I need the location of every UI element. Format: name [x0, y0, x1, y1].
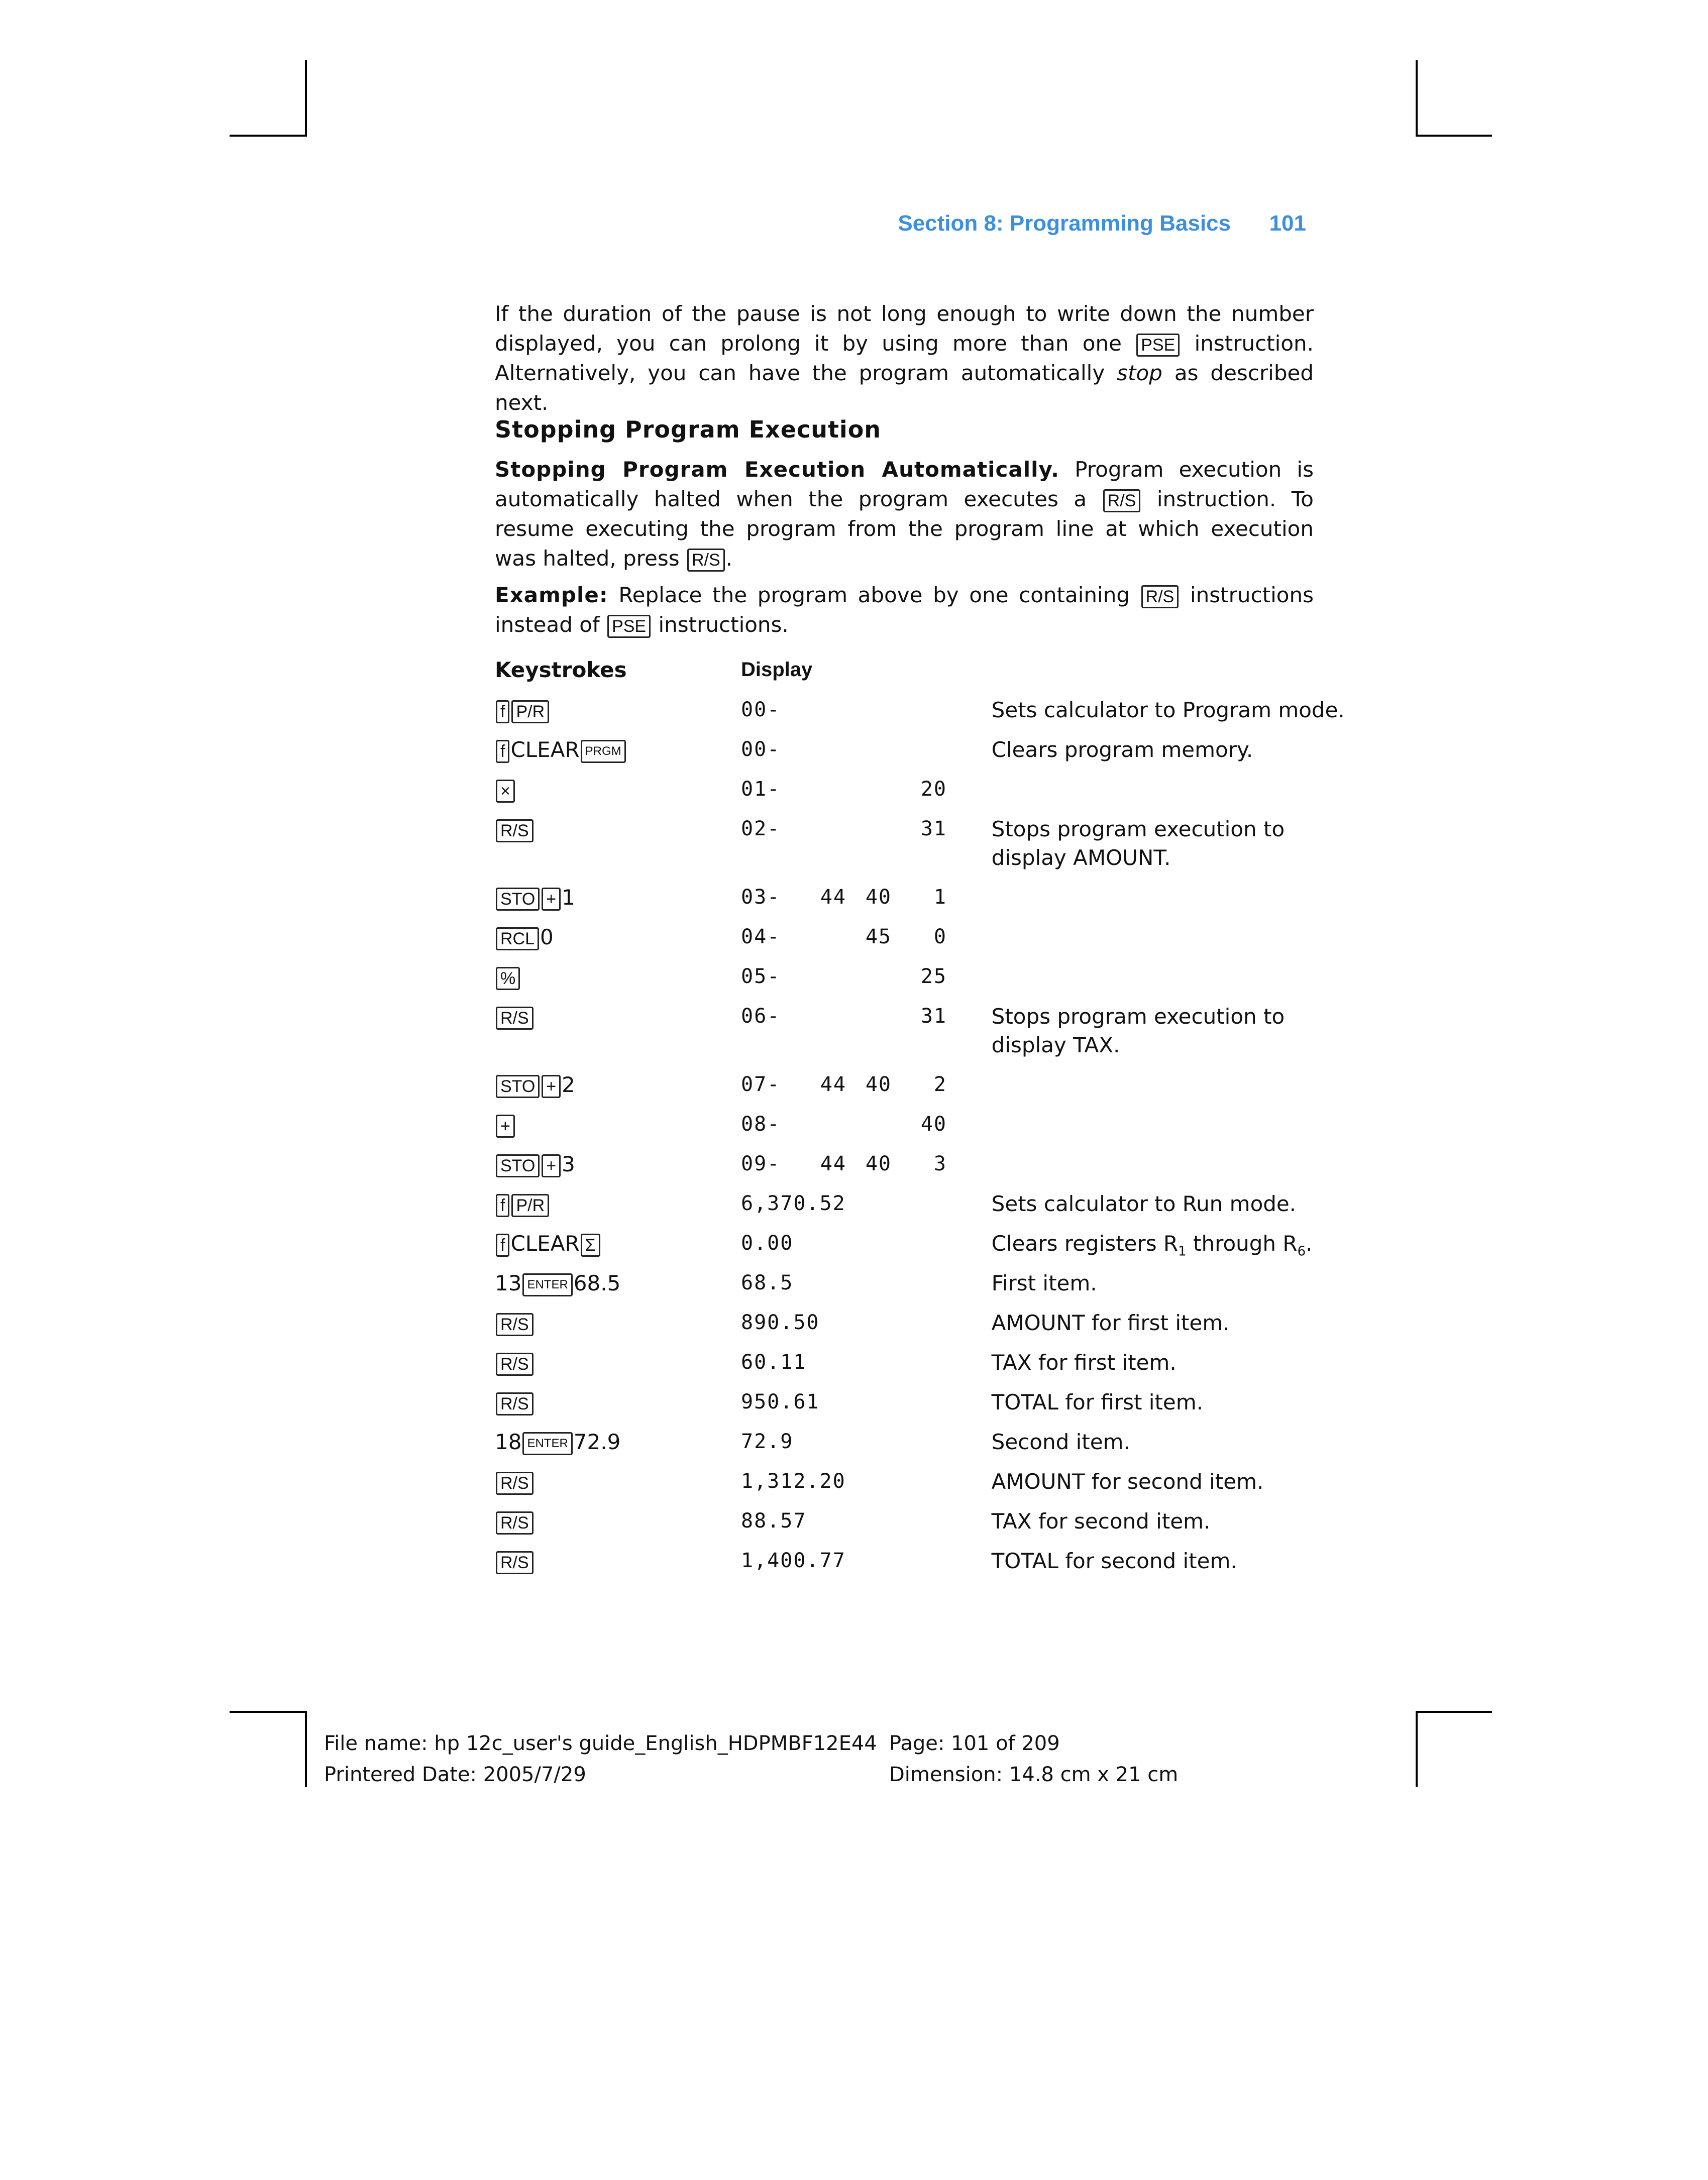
display-value: [793, 1229, 828, 1258]
display-value: [793, 1269, 828, 1297]
keystroke-cell: [495, 962, 741, 1002]
intro-paragraph: [495, 299, 1314, 417]
keystroke-cell: [495, 883, 741, 923]
display-header: Display: [741, 659, 813, 681]
description-cell: First item.: [991, 1271, 1097, 1295]
display-value: [820, 1309, 855, 1337]
run-stop-key-icon: R/S: [1103, 489, 1141, 512]
display-value: [820, 1388, 855, 1416]
display-value: 950.61: [741, 1390, 820, 1413]
description-cell: [982, 923, 1358, 962]
auto-stop-paragraph: [495, 455, 1314, 573]
pse-key-icon: PSE: [1136, 334, 1180, 357]
display-value: 00-: [741, 738, 781, 761]
display-value: 88.57: [741, 1509, 807, 1533]
keystroke-cell: [495, 735, 741, 775]
display-cell: [741, 1388, 982, 1428]
display-value: [887, 1507, 942, 1536]
calculator-key-icon: RCL: [496, 927, 539, 950]
display-value: 09-: [741, 1152, 781, 1175]
display-value: 01-: [741, 778, 781, 801]
display-value: [806, 1507, 841, 1536]
description-cell: AMOUNT for second item.: [991, 1469, 1264, 1494]
table-row: [495, 1002, 1358, 1070]
crop-mark-top-left-h: [230, 135, 307, 137]
section-title-header: Section 8: Programming Basics: [898, 211, 1231, 236]
table-row: [495, 1269, 1358, 1309]
keystroke-cell: [495, 1229, 741, 1269]
description-cell: [982, 883, 1358, 923]
keystroke-text: 3: [562, 1152, 575, 1176]
display-value: [828, 1428, 874, 1456]
display-value: 1: [933, 886, 947, 909]
display-value: [841, 1507, 887, 1536]
footer-left: [324, 1728, 877, 1790]
display-value: [874, 1269, 929, 1297]
table-row: [495, 815, 1358, 883]
footer-printed-date: Printered Date: 2005/7/29: [324, 1763, 586, 1786]
table-row: [495, 1150, 1358, 1189]
display-value: [780, 696, 815, 724]
crop-mark-top-right-v: [1416, 60, 1418, 137]
intro-text-1: If the duration of the pause is not long enough to write down the number displayed, you can prolong it by using more than one: [495, 301, 1314, 356]
display-cell: [741, 1467, 982, 1507]
display-value: [846, 1110, 892, 1139]
pse-key-icon: PSE: [607, 615, 651, 638]
description-cell: Sets calculator to Run mode.: [991, 1191, 1297, 1216]
display-value: [846, 1189, 881, 1218]
table-row: [495, 1388, 1358, 1428]
display-cell: [741, 962, 982, 1002]
calculator-key-icon: R/S: [496, 819, 533, 842]
display-cell: [741, 1070, 982, 1110]
display-value: 25: [920, 965, 947, 988]
display-value: 07-: [741, 1073, 781, 1096]
description-cell: [982, 775, 1358, 815]
display-value: [887, 1348, 942, 1377]
display-value: 1,400.77: [741, 1549, 846, 1572]
display-value: [926, 1189, 982, 1218]
display-value: [828, 1229, 874, 1258]
intro-emphasis: stop: [1117, 361, 1162, 385]
table-row: [495, 1547, 1358, 1586]
run-stop-key-icon: R/S: [687, 549, 725, 572]
keystroke-number: 18: [495, 1430, 522, 1454]
display-cell: [741, 1189, 982, 1229]
table-row: [495, 1428, 1358, 1467]
display-value: [874, 1229, 929, 1258]
display-value: [846, 815, 892, 843]
display-value: [811, 1110, 846, 1139]
example-paragraph: [495, 580, 1314, 639]
display-value: 40: [865, 886, 892, 909]
display-value: 44: [820, 1152, 846, 1175]
calculator-key-icon: Σ: [581, 1234, 600, 1257]
display-value: [881, 1547, 926, 1575]
display-value: [881, 1467, 926, 1496]
description-cell: TOTAL for first item.: [991, 1390, 1204, 1414]
display-value: 04-: [741, 925, 781, 948]
intro-text-3: as described next.: [495, 361, 1314, 415]
display-value: [828, 1269, 874, 1297]
display-value: 00-: [741, 698, 781, 721]
auto-stop-lead: Stopping Program Execution Automatically.: [495, 457, 1059, 482]
calculator-key-icon: f: [496, 740, 509, 763]
calculator-key-icon: R/S: [496, 1353, 533, 1376]
calculator-key-icon: f: [496, 1194, 509, 1217]
table-row: [495, 962, 1358, 1002]
keystroke-cell: [495, 696, 741, 735]
calculator-key-icon: +: [542, 888, 561, 911]
display-value: [846, 1467, 881, 1496]
table-row: [495, 1229, 1358, 1269]
display-value: 40: [865, 1152, 892, 1175]
keystroke-cell: [495, 1467, 741, 1507]
display-value: [815, 696, 861, 724]
table-row: [495, 1070, 1358, 1110]
description-cell: TAX for first item.: [991, 1350, 1177, 1375]
display-value: [861, 696, 916, 724]
calculator-key-icon: P/R: [511, 700, 549, 723]
calculator-key-icon: +: [542, 1154, 561, 1177]
description-cell: Stops program execution to display TAX.: [991, 1004, 1285, 1057]
keystroke-number: 13: [495, 1271, 522, 1295]
display-value: [926, 1467, 982, 1496]
description-cell: [982, 1150, 1358, 1189]
keystroke-text: 72.9: [573, 1430, 621, 1454]
crop-mark-top-right-h: [1416, 135, 1492, 137]
display-value: 40: [920, 1113, 947, 1136]
intro-text-2: instruction. Alternatively, you can have the program automatically: [495, 331, 1314, 385]
calculator-key-icon: f: [496, 1234, 509, 1257]
keystroke-text: CLEAR: [510, 1231, 580, 1256]
display-value: [846, 1547, 881, 1575]
display-value: 6,370.52: [741, 1192, 846, 1215]
keystroke-text: 68.5: [573, 1271, 621, 1295]
display-value: 05-: [741, 965, 781, 988]
display-value: 45: [865, 925, 892, 948]
calculator-key-icon: R/S: [496, 1511, 533, 1535]
display-value: [793, 1428, 828, 1456]
calculator-key-icon: f: [496, 700, 509, 723]
table-row: [495, 1348, 1358, 1388]
keystroke-cell: [495, 1428, 741, 1467]
display-cell: [741, 1309, 982, 1348]
keystroke-cell: [495, 1189, 741, 1229]
display-value: 06-: [741, 1005, 781, 1028]
description-cell: TOTAL for second item.: [991, 1549, 1237, 1573]
description-cell: [982, 1110, 1358, 1150]
calculator-key-icon: STO: [496, 1154, 540, 1177]
keystroke-cell: [495, 1388, 741, 1428]
calculator-key-icon: R/S: [496, 1551, 533, 1574]
auto-stop-text-3: .: [725, 546, 733, 571]
keystroke-cell: [495, 923, 741, 962]
calculator-key-icon: %: [496, 967, 520, 990]
display-value: 0.00: [741, 1232, 794, 1255]
display-cell: [741, 1269, 982, 1309]
table-row: [495, 923, 1358, 962]
calculator-key-icon: R/S: [496, 1392, 533, 1415]
description-cell: Sets calculator to Program mode.: [991, 698, 1345, 722]
page-number: 101: [1269, 211, 1306, 236]
example-lead: Example:: [495, 583, 608, 607]
example-text-1: Replace the program above by one containing: [618, 583, 1130, 607]
display-value: 60.11: [741, 1351, 807, 1374]
display-value: [846, 1002, 892, 1031]
display-value: 03-: [741, 886, 781, 909]
calculator-key-icon: R/S: [496, 1007, 533, 1030]
display-cell: [741, 1110, 982, 1150]
keystroke-cell: [495, 1150, 741, 1189]
display-value: [855, 1388, 900, 1416]
display-value: [846, 775, 892, 804]
display-cell: [741, 735, 982, 775]
footer-right: [889, 1728, 1178, 1790]
example-text-3: instructions.: [658, 612, 789, 637]
display-value: 1,312.20: [741, 1470, 846, 1493]
table-row: [495, 775, 1358, 815]
display-value: 31: [920, 817, 947, 840]
calculator-key-icon: P/R: [511, 1194, 549, 1217]
display-value: 44: [820, 886, 846, 909]
display-value: [881, 1189, 926, 1218]
table-row: [495, 1189, 1358, 1229]
display-value: [811, 923, 846, 951]
footer-file-name: File name: hp 12c_user's guide_English_HDPMBF12E44: [324, 1732, 877, 1755]
keystroke-table: [495, 656, 1358, 1586]
description-cell: Clears registers $R_1$ through $R_6$.: [991, 1231, 1313, 1259]
table-row: [495, 1507, 1358, 1547]
display-value: 2: [933, 1073, 947, 1096]
run-stop-key-icon: R/S: [1141, 585, 1179, 608]
crop-mark-bottom-right-h: [1416, 1711, 1492, 1713]
keystroke-text: 2: [562, 1072, 575, 1097]
display-value: 0: [933, 925, 947, 948]
display-value: [806, 1348, 841, 1377]
keystroke-cell: [495, 775, 741, 815]
display-value: [815, 735, 861, 764]
display-value: [900, 1388, 955, 1416]
display-value: [811, 775, 846, 804]
example-text-2: instructions instead of: [495, 583, 1314, 637]
calculator-key-icon: ×: [496, 780, 515, 803]
keystroke-cell: [495, 1309, 741, 1348]
description-cell: AMOUNT for first item.: [991, 1311, 1230, 1335]
display-cell: [741, 775, 982, 815]
calculator-key-icon: STO: [496, 1075, 540, 1098]
keystroke-text: CLEAR: [510, 737, 580, 762]
table-row: [495, 1110, 1358, 1150]
display-value: [874, 1428, 929, 1456]
display-value: 72.9: [741, 1430, 794, 1453]
display-cell: [741, 1002, 982, 1070]
description-cell: Stops program execution to display AMOUNT.: [991, 817, 1285, 870]
display-value: 08-: [741, 1113, 781, 1136]
keystroke-cell: [495, 815, 741, 883]
crop-mark-bottom-left-v: [305, 1711, 307, 1787]
table-header-row: [495, 656, 1358, 696]
calculator-key-icon: +: [542, 1075, 561, 1098]
description-cell: Clears program memory.: [991, 737, 1253, 762]
section-heading: Stopping Program Execution: [495, 416, 882, 443]
table-row: [495, 735, 1358, 775]
display-value: [846, 962, 892, 991]
calculator-key-icon: +: [496, 1115, 515, 1138]
display-value: 02-: [741, 817, 781, 840]
display-cell: [741, 883, 982, 923]
running-header: [894, 211, 1306, 251]
keystrokes-header: Keystrokes: [495, 658, 627, 682]
calculator-key-icon: R/S: [496, 1472, 533, 1495]
keystroke-cell: [495, 1507, 741, 1547]
display-value: [811, 962, 846, 991]
display-value: [900, 1309, 955, 1337]
footer-dimension: Dimension: 14.8 cm x 21 cm: [889, 1763, 1179, 1786]
description-cell: TAX for second item.: [991, 1509, 1211, 1534]
table-row: [495, 1467, 1358, 1507]
calculator-key-icon: ENTER: [522, 1273, 572, 1296]
description-cell: [982, 962, 1358, 1002]
keystroke-cell: [495, 1348, 741, 1388]
display-value: 31: [920, 1005, 947, 1028]
auto-stop-text-2: instruction. To resume executing the program from the program line at which execution was halted, press: [495, 487, 1314, 571]
display-value: 3: [933, 1152, 947, 1175]
crop-mark-top-left-v: [305, 60, 307, 137]
auto-stop-text-1: Program execution is automatically halted when the program executes a: [495, 457, 1314, 511]
footer-page: Page: 101 of 209: [889, 1732, 1060, 1755]
display-value: 44: [820, 1073, 846, 1096]
display-value: 40: [865, 1073, 892, 1096]
display-cell: [741, 1348, 982, 1388]
keystroke-cell: [495, 1110, 741, 1150]
display-cell: [741, 1547, 982, 1586]
display-value: 20: [920, 778, 947, 801]
display-cell: [741, 1229, 982, 1269]
crop-mark-bottom-right-v: [1416, 1711, 1418, 1787]
display-value: [780, 735, 815, 764]
display-value: 890.50: [741, 1311, 820, 1334]
keystroke-cell: [495, 1547, 741, 1586]
display-cell: [741, 815, 982, 883]
keystroke-text: 1: [562, 885, 575, 910]
description-cell: [982, 1070, 1358, 1110]
calculator-key-icon: ENTER: [522, 1432, 572, 1455]
display-cell: [741, 1507, 982, 1547]
calculator-key-icon: STO: [496, 888, 540, 911]
calculator-key-icon: R/S: [496, 1313, 533, 1336]
keystroke-cell: [495, 1002, 741, 1070]
display-value: 68.5: [741, 1271, 794, 1294]
keystroke-text: 0: [540, 925, 554, 949]
display-value: [855, 1309, 900, 1337]
display-value: [811, 815, 846, 843]
keystroke-cell: [495, 1269, 741, 1309]
keystroke-cell: [495, 1070, 741, 1110]
crop-mark-bottom-left-h: [230, 1711, 307, 1713]
display-value: [861, 735, 916, 764]
display-value: [811, 1002, 846, 1031]
description-cell: Second item.: [991, 1430, 1130, 1454]
display-cell: [741, 696, 982, 735]
display-value: [926, 1547, 982, 1575]
display-cell: [741, 923, 982, 962]
display-value: [841, 1348, 887, 1377]
calculator-key-icon: PRGM: [581, 740, 626, 763]
display-cell: [741, 1428, 982, 1467]
table-row: [495, 1309, 1358, 1348]
table-row: [495, 696, 1358, 735]
table-row: [495, 883, 1358, 923]
display-cell: [741, 1150, 982, 1189]
